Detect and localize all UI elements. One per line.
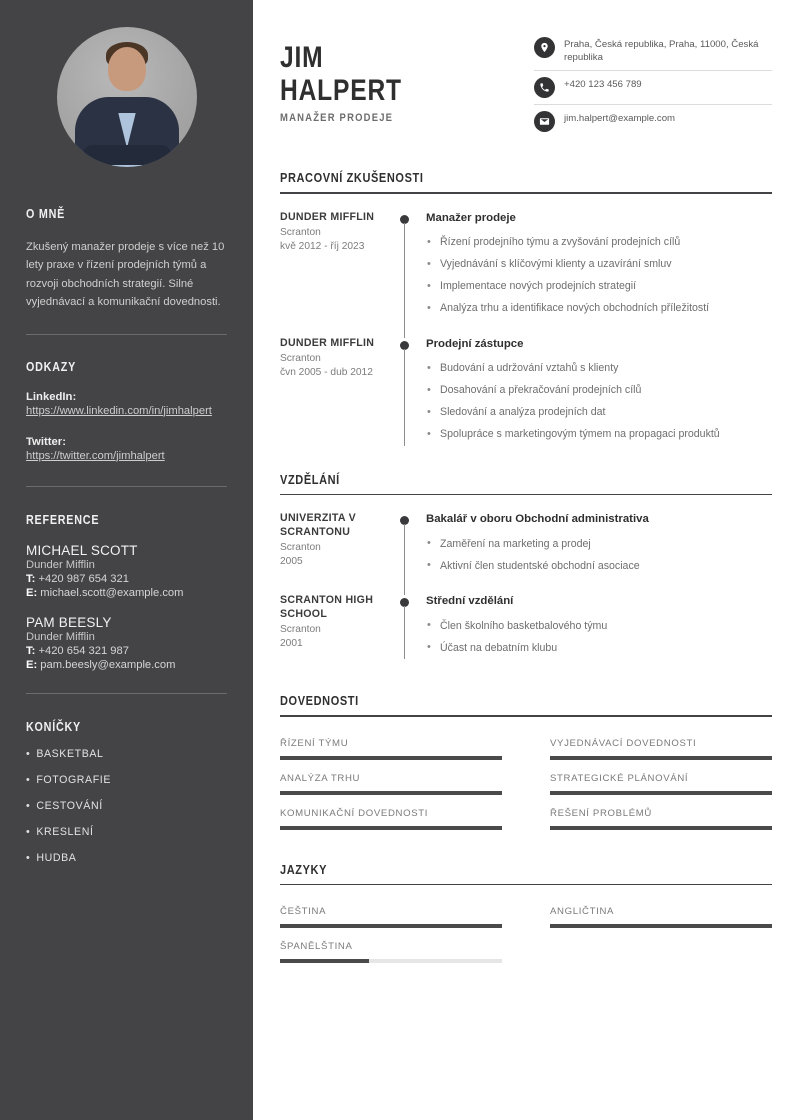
link-label-linkedin: LinkedIn:	[26, 390, 77, 403]
bullet-list	[426, 358, 772, 446]
avatar	[57, 27, 197, 167]
skill-item	[280, 760, 502, 795]
sidebar	[0, 0, 253, 1120]
phone-icon	[534, 77, 555, 98]
bullet-item: • Účast na debatním klubu	[426, 637, 772, 659]
photo-arms	[83, 145, 171, 165]
skill-item	[550, 760, 772, 795]
bullet-item: • Budování a udržování vztahů s klienty	[426, 358, 772, 380]
skill-item	[550, 795, 772, 830]
entry-body	[400, 337, 772, 446]
divider	[26, 693, 227, 694]
about-heading: O MNĚ	[26, 207, 66, 221]
experience-entry	[280, 211, 772, 320]
skill-bar-track	[280, 826, 502, 830]
language-bar-fill	[280, 959, 369, 963]
location-pin-icon	[534, 37, 555, 58]
language-label: ANGLIČTINA	[550, 906, 615, 918]
skill-label: STRATEGICKÉ PLÁNOVÁNÍ	[550, 772, 689, 784]
bullet-item: • Dosahování a překračování prodejních cílů	[426, 380, 772, 402]
skills-section	[280, 693, 772, 830]
skill-bar-fill	[280, 791, 502, 795]
date-range: 2005	[280, 556, 303, 568]
link-label-twitter: Twitter:	[26, 435, 66, 448]
location: Scranton	[280, 227, 321, 239]
skill-item	[550, 725, 772, 760]
hobby-item	[26, 800, 227, 812]
entry-meta	[280, 211, 400, 320]
email-key: E:	[26, 586, 38, 599]
experience-section	[280, 170, 772, 446]
reference-item	[26, 543, 227, 599]
contact-list	[534, 27, 772, 138]
bullet-item: • Vyjednávání s klíčovými klienty a uzavírání smluv	[426, 254, 772, 276]
about-text: Zkušený manažer prodeje s více než 10 lety praxe v řízení prodejních týmů a rozvoji obchodních strategií. Silné vyjednávací a komunikační dovednosti.	[26, 241, 225, 309]
reference-company: Dunder Mifflin	[26, 558, 95, 571]
position-title: Manažer prodeje	[426, 211, 516, 224]
skill-bar-fill	[550, 791, 772, 795]
timeline-line	[404, 524, 405, 595]
reference-phone: +420 987 654 321	[38, 572, 129, 585]
degree-title: Bakalář v oboru Obchodní administrativa	[426, 513, 649, 526]
bullet-item: • Sledování a analýza prodejních dat	[426, 402, 772, 424]
entry-meta	[280, 337, 400, 446]
bullet-item: • Člen školního basketbalového týmu	[426, 615, 772, 637]
timeline-line	[404, 606, 405, 659]
language-item	[280, 893, 502, 928]
references-section	[26, 513, 227, 694]
bullet-item: • Aktivní člen studentské obchodní asociace	[426, 555, 772, 577]
photo-head	[108, 47, 146, 91]
bullet-icon: •	[26, 747, 31, 760]
language-item	[550, 893, 772, 928]
reference-email-line	[26, 587, 227, 599]
hobby-item	[26, 774, 227, 786]
main-content	[253, 0, 794, 1120]
hobby-label: FOTOGRAFIE	[36, 773, 111, 786]
timeline-line	[404, 223, 405, 338]
skill-bar-fill	[550, 826, 772, 830]
reference-email: michael.scott@example.com	[40, 586, 184, 599]
header	[280, 27, 772, 138]
email-key: E:	[26, 658, 38, 671]
bullet-icon: •	[26, 825, 31, 838]
link-url-twitter[interactable]: https://twitter.com/jimhalpert	[26, 449, 165, 462]
languages-grid	[280, 893, 772, 963]
language-label: ŠPANĚLŠTINA	[280, 941, 353, 953]
organization: SCRANTON HIGH SCHOOL	[280, 594, 374, 620]
bullet-icon: •	[26, 799, 31, 812]
address-text: Praha, Česká republika, Praha, 11000, Česká republika	[564, 39, 759, 63]
skills-grid	[280, 725, 772, 830]
section-rule	[280, 715, 772, 717]
entry-meta	[280, 512, 400, 577]
reference-name: MICHAEL SCOTT	[26, 542, 138, 558]
skill-label: ANALÝZA TRHU	[280, 772, 361, 784]
timeline-line	[404, 349, 405, 446]
skill-label: KOMUNIKAČNÍ DOVEDNOSTI	[280, 807, 429, 819]
language-bar-fill	[280, 924, 502, 928]
organization: DUNDER MIFFLIN	[280, 336, 375, 349]
hobby-item	[26, 826, 227, 838]
hobby-label: CESTOVÁNÍ	[36, 799, 103, 812]
skill-bar-track	[550, 791, 772, 795]
entry-body	[400, 211, 772, 320]
section-rule	[280, 884, 772, 886]
reference-name: PAM BEESLY	[26, 614, 112, 630]
date-range: 2001	[280, 638, 303, 650]
bullet-item: • Řízení prodejního týmu a zvyšování prodejních cílů	[426, 232, 772, 254]
bullet-list	[426, 615, 772, 659]
skill-bar-fill	[280, 756, 502, 760]
skill-bar-track	[550, 826, 772, 830]
entry-body	[400, 594, 772, 659]
envelope-icon	[534, 111, 555, 132]
phone-key: T:	[26, 572, 36, 585]
location: Scranton	[280, 353, 321, 365]
bullet-list	[426, 533, 772, 577]
first-name: JIM	[280, 41, 324, 74]
position-title: Prodejní zástupce	[426, 337, 524, 350]
language-bar-track	[550, 924, 772, 928]
reference-phone: +420 654 321 987	[38, 644, 129, 657]
reference-item	[26, 615, 227, 671]
reference-phone-line	[26, 645, 227, 657]
bullet-item: • Zaměření na marketing a prodej	[426, 533, 772, 555]
education-heading: VZDĚLÁNÍ	[280, 471, 340, 487]
links-section	[26, 360, 227, 487]
reference-email-line	[26, 659, 227, 671]
language-bar-track	[280, 959, 502, 963]
name-block	[280, 27, 429, 124]
languages-section	[280, 862, 772, 964]
hobby-label: HUDBA	[36, 851, 77, 864]
bullet-item: • Analýza trhu a identifikace nových obchodních příležitostí	[426, 298, 772, 320]
skill-item	[280, 795, 502, 830]
skill-label: ŘEŠENÍ PROBLÉMŮ	[550, 807, 652, 819]
education-entry	[280, 594, 772, 659]
hobbies-heading: KONÍČKY	[26, 719, 81, 734]
bullet-item: • Spolupráce s marketingovým týmem na propagaci produktů	[426, 424, 772, 446]
skill-bar-track	[280, 791, 502, 795]
bullet-icon: •	[26, 851, 31, 864]
experience-heading: PRACOVNÍ ZKUŠENOSTI	[280, 170, 424, 185]
bullet-list	[426, 232, 772, 320]
entry-body	[400, 512, 772, 577]
reference-phone-line	[26, 573, 227, 585]
contact-phone	[534, 70, 772, 104]
date-range: čvn 2005 - dub 2012	[280, 367, 373, 379]
last-name: HALPERT	[280, 74, 402, 107]
hobby-item	[26, 852, 227, 864]
language-bar-fill	[550, 924, 772, 928]
hobby-label: BASKETBAL	[36, 747, 104, 760]
entry-meta	[280, 594, 400, 659]
divider	[26, 486, 227, 487]
divider	[26, 334, 227, 335]
education-entry	[280, 512, 772, 577]
links-heading: ODKAZY	[26, 359, 77, 374]
skill-label: VYJEDNÁVACÍ DOVEDNOSTI	[550, 737, 697, 749]
organization: UNIVERZITA V SCRANTONU	[280, 512, 356, 538]
reference-email: pam.beesly@example.com	[40, 658, 176, 671]
section-rule	[280, 192, 772, 194]
location: Scranton	[280, 542, 321, 554]
phone-key: T:	[26, 644, 36, 657]
hobbies-section	[26, 720, 227, 864]
organization: DUNDER MIFFLIN	[280, 210, 375, 223]
profile-photo-wrap	[26, 0, 227, 167]
skill-bar-track	[280, 756, 502, 760]
date-range: kvě 2012 - říj 2023	[280, 241, 365, 253]
phone-text: +420 123 456 789	[564, 79, 642, 90]
languages-heading: JAZYKY	[280, 861, 328, 877]
hobby-item	[26, 748, 227, 760]
skill-bar-fill	[280, 826, 502, 830]
contact-email	[534, 104, 772, 138]
language-label: ČEŠTINA	[280, 906, 327, 918]
section-rule	[280, 494, 772, 496]
skill-item	[280, 725, 502, 760]
experience-entry	[280, 337, 772, 446]
language-item	[280, 928, 502, 963]
language-bar-track	[280, 924, 502, 928]
link-url-linkedin[interactable]: https://www.linkedin.com/in/jimhalpert	[26, 404, 212, 417]
email-text: jim.halpert@example.com	[564, 113, 676, 124]
skill-bar-fill	[550, 756, 772, 760]
reference-company: Dunder Mifflin	[26, 630, 95, 643]
skills-heading: DOVEDNOSTI	[280, 693, 359, 709]
hobby-label: KRESLENÍ	[36, 825, 94, 838]
bullet-icon: •	[26, 773, 31, 786]
job-role: MANAŽER PRODEJE	[280, 112, 394, 124]
contact-address	[534, 31, 772, 70]
about-section	[26, 207, 227, 335]
skill-label: ŘÍZENÍ TÝMU	[280, 737, 349, 749]
degree-title: Střední vzdělání	[426, 595, 514, 608]
education-section	[280, 472, 772, 660]
location: Scranton	[280, 624, 321, 636]
references-heading: REFERENCE	[26, 512, 100, 527]
skill-bar-track	[550, 756, 772, 760]
bullet-item: • Implementace nových prodejních strategií	[426, 276, 772, 298]
